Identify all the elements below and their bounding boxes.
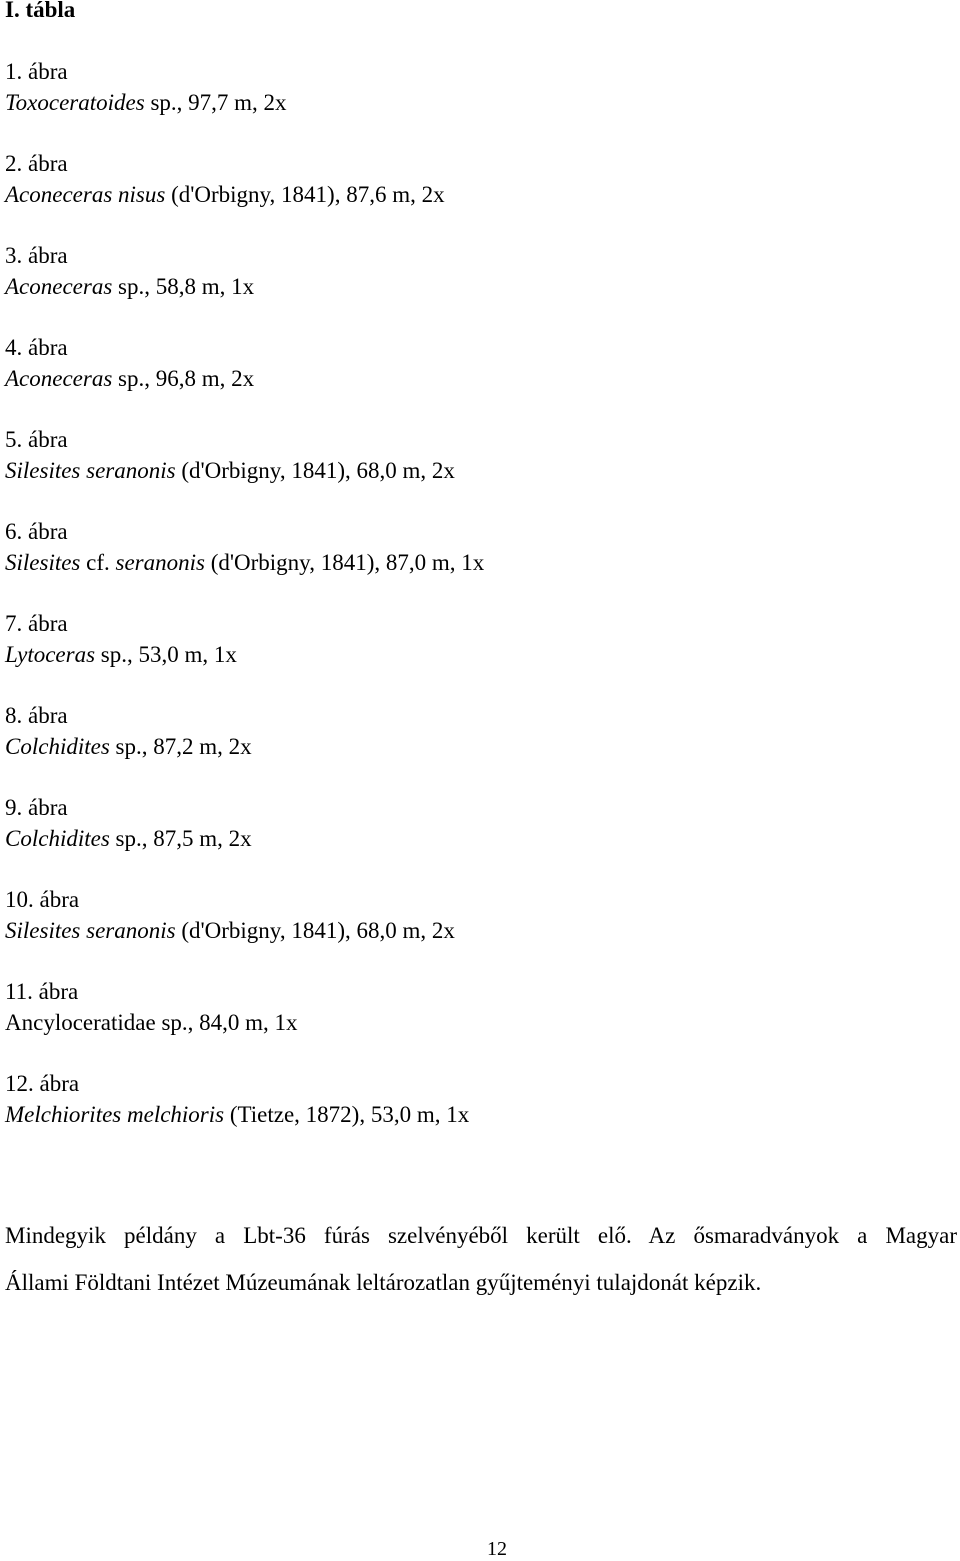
figure-description [5, 1008, 298, 1039]
taxon-name: Aconeceras [5, 273, 113, 299]
figure-caption [5, 793, 252, 854]
figure-number: 10. ábra [5, 887, 80, 912]
figure-description [5, 640, 237, 671]
figure-caption [5, 425, 455, 486]
figure-number: 12. ábra [5, 1071, 80, 1096]
figure-number: 1. ábra [5, 59, 68, 84]
figure-caption [5, 149, 445, 210]
caption-text: (Tietze, 1872), 53,0 m, 1x [224, 1101, 470, 1127]
figure-description [5, 916, 455, 947]
figure-number: 11. ábra [5, 979, 79, 1004]
figure-description [5, 548, 484, 579]
caption-text: (d'Orbigny, 1841), 87,0 m, 1x [204, 549, 485, 575]
figure-number: 3. ábra [5, 243, 68, 268]
figure-number: 9. ábra [5, 795, 68, 820]
figure-caption [5, 701, 252, 762]
taxon-name: Silesites seranonis [5, 917, 176, 943]
figure-description [5, 88, 287, 119]
caption-text: (d'Orbigny, 1841), 87,6 m, 2x [165, 181, 445, 207]
taxon-name: Colchidites [5, 825, 110, 851]
taxon-name: Toxoceratoides [5, 89, 145, 115]
figure-description [5, 272, 254, 303]
caption-text: (d'Orbigny, 1841), 68,0 m, 2x [175, 917, 455, 943]
figure-caption [5, 333, 254, 394]
figure-description [5, 456, 455, 487]
caption-text: cf. [80, 549, 116, 575]
specimen-note-line: Mindegyik példány a Lbt-36 fúrás szelvényéből került elő. Az ősmaradványok a Magyar [5, 1223, 957, 1248]
figure-description [5, 732, 252, 763]
caption-text: sp., 53,0 m, 1x [95, 641, 237, 667]
figure-description [5, 180, 445, 211]
caption-text: sp., 97,7 m, 2x [144, 89, 287, 115]
caption-text: sp., 58,8 m, 1x [112, 273, 255, 299]
taxon-name: Melchiorites melchioris [5, 1101, 225, 1127]
figure-caption [5, 517, 484, 578]
figure-description [5, 364, 254, 395]
taxon-name: Silesites [5, 549, 81, 575]
taxon-name: Lytoceras [5, 641, 96, 667]
figure-caption [5, 609, 237, 670]
figure-caption [5, 885, 455, 946]
figure-number: 8. ábra [5, 703, 68, 728]
figure-description [5, 1100, 469, 1131]
taxon-name: Colchidites [5, 733, 110, 759]
caption-text: sp., 96,8 m, 2x [112, 365, 255, 391]
specimen-note [5, 1212, 957, 1306]
caption-text: sp., 87,5 m, 2x [109, 825, 252, 851]
figure-number: 6. ábra [5, 519, 68, 544]
caption-text: (d'Orbigny, 1841), 68,0 m, 2x [175, 457, 455, 483]
page-number: 12 [487, 1538, 507, 1560]
taxon-name: Aconeceras nisus [5, 181, 166, 207]
figure-number: 7. ábra [5, 611, 68, 636]
plate-title: I. tábla [5, 0, 76, 22]
taxon-name: Aconeceras [5, 365, 113, 391]
figure-description [5, 824, 252, 855]
figure-number: 5. ábra [5, 427, 68, 452]
caption-text: Ancyloceratidae sp., 84,0 m, 1x [5, 1009, 298, 1035]
figure-caption [5, 241, 254, 302]
caption-text: sp., 87,2 m, 2x [109, 733, 252, 759]
figure-caption [5, 1069, 469, 1130]
taxon-name: Silesites seranonis [5, 457, 176, 483]
taxon-name: seranonis [115, 549, 205, 575]
specimen-note-line: Állami Földtani Intézet Múzeumának leltározatlan gyűjteményi tulajdonát képzik. [5, 1270, 762, 1295]
figure-number: 4. ábra [5, 335, 68, 360]
figure-caption [5, 57, 287, 118]
figure-caption [5, 977, 298, 1038]
figure-number: 2. ábra [5, 151, 68, 176]
